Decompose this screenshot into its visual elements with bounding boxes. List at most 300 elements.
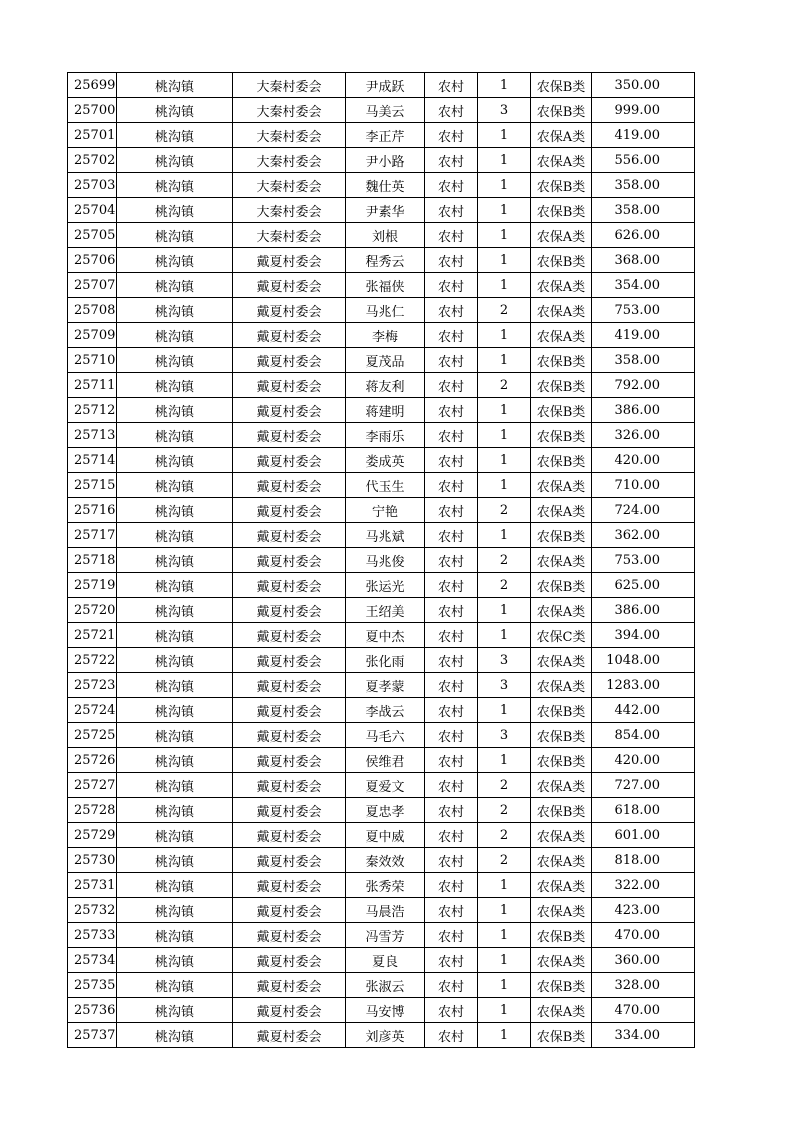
record-id-cell: 25705 bbox=[68, 223, 117, 248]
village-committee-cell: 戴夏村委会 bbox=[233, 898, 346, 923]
amount-cell: 354.00 bbox=[592, 273, 695, 298]
insurance-category-cell: 农保B类 bbox=[531, 573, 592, 598]
insurance-category-cell: 农保B类 bbox=[531, 523, 592, 548]
person-name-cell: 张运光 bbox=[346, 573, 425, 598]
town-cell: 桃沟镇 bbox=[117, 623, 233, 648]
household-count-cell: 1 bbox=[478, 1023, 531, 1048]
amount-cell: 724.00 bbox=[592, 498, 695, 523]
area-type-cell: 农村 bbox=[425, 323, 478, 348]
amount-cell: 626.00 bbox=[592, 223, 695, 248]
insurance-category-cell: 农保B类 bbox=[531, 423, 592, 448]
person-name-cell: 张福侠 bbox=[346, 273, 425, 298]
area-type-cell: 农村 bbox=[425, 798, 478, 823]
table-row bbox=[68, 298, 695, 323]
insurance-category-cell: 农保A类 bbox=[531, 598, 592, 623]
town-cell: 桃沟镇 bbox=[117, 548, 233, 573]
area-type-cell: 农村 bbox=[425, 498, 478, 523]
household-count-cell: 3 bbox=[478, 648, 531, 673]
person-name-cell: 程秀云 bbox=[346, 248, 425, 273]
table-row bbox=[68, 1023, 695, 1048]
household-count-cell: 1 bbox=[478, 223, 531, 248]
amount-cell: 386.00 bbox=[592, 598, 695, 623]
record-id-cell: 25722 bbox=[68, 648, 117, 673]
table-row bbox=[68, 398, 695, 423]
area-type-cell: 农村 bbox=[425, 473, 478, 498]
area-type-cell: 农村 bbox=[425, 73, 478, 98]
amount-cell: 618.00 bbox=[592, 798, 695, 823]
insurance-category-cell: 农保B类 bbox=[531, 723, 592, 748]
insurance-category-cell: 农保A类 bbox=[531, 473, 592, 498]
person-name-cell: 张秀荣 bbox=[346, 873, 425, 898]
person-name-cell: 夏茂品 bbox=[346, 348, 425, 373]
record-id-cell: 25715 bbox=[68, 473, 117, 498]
household-count-cell: 1 bbox=[478, 148, 531, 173]
record-id-cell: 25719 bbox=[68, 573, 117, 598]
village-committee-cell: 戴夏村委会 bbox=[233, 748, 346, 773]
insurance-category-cell: 农保B类 bbox=[531, 348, 592, 373]
amount-cell: 394.00 bbox=[592, 623, 695, 648]
village-committee-cell: 戴夏村委会 bbox=[233, 798, 346, 823]
village-committee-cell: 戴夏村委会 bbox=[233, 348, 346, 373]
area-type-cell: 农村 bbox=[425, 773, 478, 798]
village-committee-cell: 戴夏村委会 bbox=[233, 573, 346, 598]
table-row bbox=[68, 673, 695, 698]
record-id-cell: 25730 bbox=[68, 848, 117, 873]
person-name-cell: 夏良 bbox=[346, 948, 425, 973]
record-id-cell: 25716 bbox=[68, 498, 117, 523]
insurance-category-cell: 农保A类 bbox=[531, 773, 592, 798]
record-id-cell: 25712 bbox=[68, 398, 117, 423]
insurance-category-cell: 农保B类 bbox=[531, 698, 592, 723]
village-committee-cell: 戴夏村委会 bbox=[233, 698, 346, 723]
town-cell: 桃沟镇 bbox=[117, 848, 233, 873]
village-committee-cell: 大秦村委会 bbox=[233, 173, 346, 198]
amount-cell: 358.00 bbox=[592, 173, 695, 198]
village-committee-cell: 戴夏村委会 bbox=[233, 548, 346, 573]
insurance-category-cell: 农保B类 bbox=[531, 923, 592, 948]
table-row bbox=[68, 948, 695, 973]
village-committee-cell: 戴夏村委会 bbox=[233, 298, 346, 323]
town-cell: 桃沟镇 bbox=[117, 398, 233, 423]
town-cell: 桃沟镇 bbox=[117, 273, 233, 298]
person-name-cell: 侯维君 bbox=[346, 748, 425, 773]
area-type-cell: 农村 bbox=[425, 123, 478, 148]
amount-cell: 753.00 bbox=[592, 548, 695, 573]
town-cell: 桃沟镇 bbox=[117, 498, 233, 523]
person-name-cell: 尹小路 bbox=[346, 148, 425, 173]
person-name-cell: 马兆俊 bbox=[346, 548, 425, 573]
amount-cell: 350.00 bbox=[592, 73, 695, 98]
household-count-cell: 1 bbox=[478, 398, 531, 423]
village-committee-cell: 戴夏村委会 bbox=[233, 373, 346, 398]
town-cell: 桃沟镇 bbox=[117, 173, 233, 198]
town-cell: 桃沟镇 bbox=[117, 673, 233, 698]
amount-cell: 753.00 bbox=[592, 298, 695, 323]
town-cell: 桃沟镇 bbox=[117, 348, 233, 373]
area-type-cell: 农村 bbox=[425, 623, 478, 648]
amount-cell: 470.00 bbox=[592, 998, 695, 1023]
record-id-cell: 25709 bbox=[68, 323, 117, 348]
amount-cell: 792.00 bbox=[592, 373, 695, 398]
person-name-cell: 尹成跃 bbox=[346, 73, 425, 98]
area-type-cell: 农村 bbox=[425, 348, 478, 373]
amount-cell: 423.00 bbox=[592, 898, 695, 923]
person-name-cell: 马美云 bbox=[346, 98, 425, 123]
village-committee-cell: 戴夏村委会 bbox=[233, 598, 346, 623]
person-name-cell: 夏中杰 bbox=[346, 623, 425, 648]
area-type-cell: 农村 bbox=[425, 98, 478, 123]
amount-cell: 1048.00 bbox=[592, 648, 695, 673]
person-name-cell: 张化雨 bbox=[346, 648, 425, 673]
village-committee-cell: 戴夏村委会 bbox=[233, 873, 346, 898]
insurance-category-cell: 农保A类 bbox=[531, 948, 592, 973]
record-id-cell: 25707 bbox=[68, 273, 117, 298]
insurance-category-cell: 农保A类 bbox=[531, 548, 592, 573]
area-type-cell: 农村 bbox=[425, 298, 478, 323]
table-row bbox=[68, 373, 695, 398]
town-cell: 桃沟镇 bbox=[117, 873, 233, 898]
town-cell: 桃沟镇 bbox=[117, 448, 233, 473]
amount-cell: 358.00 bbox=[592, 198, 695, 223]
amount-cell: 420.00 bbox=[592, 448, 695, 473]
insurance-category-cell: 农保A类 bbox=[531, 673, 592, 698]
record-id-cell: 25710 bbox=[68, 348, 117, 373]
insurance-category-cell: 农保B类 bbox=[531, 973, 592, 998]
table-row bbox=[68, 248, 695, 273]
record-id-cell: 25708 bbox=[68, 298, 117, 323]
table-row bbox=[68, 523, 695, 548]
record-id-cell: 25729 bbox=[68, 823, 117, 848]
town-cell: 桃沟镇 bbox=[117, 973, 233, 998]
insurance-category-cell: 农保B类 bbox=[531, 448, 592, 473]
amount-cell: 601.00 bbox=[592, 823, 695, 848]
table-row bbox=[68, 598, 695, 623]
village-committee-cell: 戴夏村委会 bbox=[233, 948, 346, 973]
table-row bbox=[68, 123, 695, 148]
person-name-cell: 马兆仁 bbox=[346, 298, 425, 323]
insurance-category-cell: 农保A类 bbox=[531, 898, 592, 923]
person-name-cell: 魏仕英 bbox=[346, 173, 425, 198]
table-row bbox=[68, 648, 695, 673]
area-type-cell: 农村 bbox=[425, 898, 478, 923]
household-count-cell: 1 bbox=[478, 423, 531, 448]
area-type-cell: 农村 bbox=[425, 698, 478, 723]
table-row bbox=[68, 473, 695, 498]
table-row bbox=[68, 323, 695, 348]
household-count-cell: 1 bbox=[478, 598, 531, 623]
town-cell: 桃沟镇 bbox=[117, 598, 233, 623]
person-name-cell: 夏忠孝 bbox=[346, 798, 425, 823]
area-type-cell: 农村 bbox=[425, 548, 478, 573]
town-cell: 桃沟镇 bbox=[117, 373, 233, 398]
record-id-cell: 25699 bbox=[68, 73, 117, 98]
amount-cell: 442.00 bbox=[592, 698, 695, 723]
household-count-cell: 1 bbox=[478, 473, 531, 498]
table-row bbox=[68, 923, 695, 948]
household-count-cell: 1 bbox=[478, 123, 531, 148]
area-type-cell: 农村 bbox=[425, 973, 478, 998]
person-name-cell: 夏中威 bbox=[346, 823, 425, 848]
town-cell: 桃沟镇 bbox=[117, 323, 233, 348]
table-row bbox=[68, 173, 695, 198]
town-cell: 桃沟镇 bbox=[117, 123, 233, 148]
town-cell: 桃沟镇 bbox=[117, 148, 233, 173]
village-committee-cell: 戴夏村委会 bbox=[233, 923, 346, 948]
table-row bbox=[68, 898, 695, 923]
person-name-cell: 刘根 bbox=[346, 223, 425, 248]
table-row bbox=[68, 973, 695, 998]
amount-cell: 556.00 bbox=[592, 148, 695, 173]
area-type-cell: 农村 bbox=[425, 273, 478, 298]
insurance-category-cell: 农保B类 bbox=[531, 1023, 592, 1048]
table-row bbox=[68, 223, 695, 248]
area-type-cell: 农村 bbox=[425, 723, 478, 748]
amount-cell: 358.00 bbox=[592, 348, 695, 373]
person-name-cell: 夏爱文 bbox=[346, 773, 425, 798]
record-id-cell: 25731 bbox=[68, 873, 117, 898]
insurance-category-cell: 农保A类 bbox=[531, 848, 592, 873]
record-id-cell: 25714 bbox=[68, 448, 117, 473]
amount-cell: 1283.00 bbox=[592, 673, 695, 698]
household-count-cell: 2 bbox=[478, 573, 531, 598]
amount-cell: 419.00 bbox=[592, 323, 695, 348]
table-row bbox=[68, 548, 695, 573]
village-committee-cell: 大秦村委会 bbox=[233, 73, 346, 98]
village-committee-cell: 大秦村委会 bbox=[233, 223, 346, 248]
table-row bbox=[68, 98, 695, 123]
insurance-category-cell: 农保A类 bbox=[531, 323, 592, 348]
household-count-cell: 1 bbox=[478, 323, 531, 348]
household-count-cell: 1 bbox=[478, 198, 531, 223]
table-row bbox=[68, 448, 695, 473]
village-committee-cell: 戴夏村委会 bbox=[233, 423, 346, 448]
person-name-cell: 张淑云 bbox=[346, 973, 425, 998]
person-name-cell: 马晨浩 bbox=[346, 898, 425, 923]
table-row bbox=[68, 573, 695, 598]
record-id-cell: 25721 bbox=[68, 623, 117, 648]
area-type-cell: 农村 bbox=[425, 148, 478, 173]
person-name-cell: 刘彦英 bbox=[346, 1023, 425, 1048]
household-count-cell: 3 bbox=[478, 98, 531, 123]
record-id-cell: 25733 bbox=[68, 923, 117, 948]
record-id-cell: 25717 bbox=[68, 523, 117, 548]
person-name-cell: 马毛六 bbox=[346, 723, 425, 748]
village-committee-cell: 戴夏村委会 bbox=[233, 498, 346, 523]
insurance-category-cell: 农保A类 bbox=[531, 498, 592, 523]
village-committee-cell: 戴夏村委会 bbox=[233, 648, 346, 673]
record-id-cell: 25732 bbox=[68, 898, 117, 923]
household-count-cell: 1 bbox=[478, 998, 531, 1023]
village-committee-cell: 戴夏村委会 bbox=[233, 398, 346, 423]
amount-cell: 419.00 bbox=[592, 123, 695, 148]
table-row bbox=[68, 423, 695, 448]
amount-cell: 818.00 bbox=[592, 848, 695, 873]
household-count-cell: 2 bbox=[478, 798, 531, 823]
person-name-cell: 马兆斌 bbox=[346, 523, 425, 548]
area-type-cell: 农村 bbox=[425, 448, 478, 473]
village-committee-cell: 戴夏村委会 bbox=[233, 523, 346, 548]
table-row bbox=[68, 848, 695, 873]
record-id-cell: 25736 bbox=[68, 998, 117, 1023]
area-type-cell: 农村 bbox=[425, 823, 478, 848]
record-id-cell: 25734 bbox=[68, 948, 117, 973]
insurance-category-cell: 农保A类 bbox=[531, 648, 592, 673]
household-count-cell: 1 bbox=[478, 248, 531, 273]
amount-cell: 727.00 bbox=[592, 773, 695, 798]
household-count-cell: 1 bbox=[478, 448, 531, 473]
insurance-category-cell: 农保B类 bbox=[531, 173, 592, 198]
person-name-cell: 王绍美 bbox=[346, 598, 425, 623]
table-body bbox=[68, 73, 695, 1048]
table-row bbox=[68, 798, 695, 823]
person-name-cell: 秦效效 bbox=[346, 848, 425, 873]
household-count-cell: 1 bbox=[478, 348, 531, 373]
amount-cell: 999.00 bbox=[592, 98, 695, 123]
area-type-cell: 农村 bbox=[425, 648, 478, 673]
insurance-category-cell: 农保B类 bbox=[531, 248, 592, 273]
insurance-category-cell: 农保B类 bbox=[531, 198, 592, 223]
insurance-category-cell: 农保C类 bbox=[531, 623, 592, 648]
household-count-cell: 2 bbox=[478, 773, 531, 798]
record-id-cell: 25725 bbox=[68, 723, 117, 748]
town-cell: 桃沟镇 bbox=[117, 198, 233, 223]
table-row bbox=[68, 823, 695, 848]
household-count-cell: 1 bbox=[478, 273, 531, 298]
town-cell: 桃沟镇 bbox=[117, 723, 233, 748]
insurance-category-cell: 农保A类 bbox=[531, 123, 592, 148]
area-type-cell: 农村 bbox=[425, 173, 478, 198]
record-id-cell: 25711 bbox=[68, 373, 117, 398]
household-count-cell: 1 bbox=[478, 748, 531, 773]
record-id-cell: 25703 bbox=[68, 173, 117, 198]
area-type-cell: 农村 bbox=[425, 598, 478, 623]
person-name-cell: 李雨乐 bbox=[346, 423, 425, 448]
town-cell: 桃沟镇 bbox=[117, 748, 233, 773]
table-row bbox=[68, 623, 695, 648]
area-type-cell: 农村 bbox=[425, 873, 478, 898]
amount-cell: 362.00 bbox=[592, 523, 695, 548]
insurance-category-cell: 农保A类 bbox=[531, 298, 592, 323]
town-cell: 桃沟镇 bbox=[117, 1023, 233, 1048]
town-cell: 桃沟镇 bbox=[117, 523, 233, 548]
amount-cell: 368.00 bbox=[592, 248, 695, 273]
town-cell: 桃沟镇 bbox=[117, 573, 233, 598]
table-row bbox=[68, 273, 695, 298]
table-row bbox=[68, 873, 695, 898]
amount-cell: 360.00 bbox=[592, 948, 695, 973]
person-name-cell: 蒋友利 bbox=[346, 373, 425, 398]
household-count-cell: 2 bbox=[478, 298, 531, 323]
town-cell: 桃沟镇 bbox=[117, 773, 233, 798]
village-committee-cell: 大秦村委会 bbox=[233, 123, 346, 148]
amount-cell: 386.00 bbox=[592, 398, 695, 423]
record-id-cell: 25724 bbox=[68, 698, 117, 723]
area-type-cell: 农村 bbox=[425, 223, 478, 248]
table-row bbox=[68, 198, 695, 223]
town-cell: 桃沟镇 bbox=[117, 898, 233, 923]
insurance-category-cell: 农保B类 bbox=[531, 73, 592, 98]
town-cell: 桃沟镇 bbox=[117, 648, 233, 673]
amount-cell: 854.00 bbox=[592, 723, 695, 748]
town-cell: 桃沟镇 bbox=[117, 298, 233, 323]
record-id-cell: 25735 bbox=[68, 973, 117, 998]
village-committee-cell: 戴夏村委会 bbox=[233, 273, 346, 298]
table-row bbox=[68, 148, 695, 173]
area-type-cell: 农村 bbox=[425, 1023, 478, 1048]
area-type-cell: 农村 bbox=[425, 573, 478, 598]
record-id-cell: 25713 bbox=[68, 423, 117, 448]
insurance-category-cell: 农保B类 bbox=[531, 798, 592, 823]
record-id-cell: 25727 bbox=[68, 773, 117, 798]
insurance-category-cell: 农保A类 bbox=[531, 273, 592, 298]
insurance-category-cell: 农保A类 bbox=[531, 823, 592, 848]
records-table-container bbox=[67, 72, 694, 1048]
record-id-cell: 25718 bbox=[68, 548, 117, 573]
person-name-cell: 冯雪芳 bbox=[346, 923, 425, 948]
household-count-cell: 3 bbox=[478, 723, 531, 748]
insurance-category-cell: 农保A类 bbox=[531, 873, 592, 898]
person-name-cell: 李梅 bbox=[346, 323, 425, 348]
person-name-cell: 代玉生 bbox=[346, 473, 425, 498]
village-committee-cell: 大秦村委会 bbox=[233, 198, 346, 223]
record-id-cell: 25728 bbox=[68, 798, 117, 823]
area-type-cell: 农村 bbox=[425, 423, 478, 448]
household-count-cell: 2 bbox=[478, 548, 531, 573]
insurance-category-cell: 农保A类 bbox=[531, 148, 592, 173]
household-count-cell: 1 bbox=[478, 623, 531, 648]
household-count-cell: 1 bbox=[478, 898, 531, 923]
area-type-cell: 农村 bbox=[425, 848, 478, 873]
area-type-cell: 农村 bbox=[425, 673, 478, 698]
amount-cell: 420.00 bbox=[592, 748, 695, 773]
insurance-category-cell: 农保B类 bbox=[531, 373, 592, 398]
village-committee-cell: 戴夏村委会 bbox=[233, 473, 346, 498]
record-id-cell: 25704 bbox=[68, 198, 117, 223]
area-type-cell: 农村 bbox=[425, 373, 478, 398]
household-count-cell: 1 bbox=[478, 948, 531, 973]
person-name-cell: 娄成英 bbox=[346, 448, 425, 473]
area-type-cell: 农村 bbox=[425, 948, 478, 973]
area-type-cell: 农村 bbox=[425, 523, 478, 548]
town-cell: 桃沟镇 bbox=[117, 223, 233, 248]
household-count-cell: 3 bbox=[478, 673, 531, 698]
town-cell: 桃沟镇 bbox=[117, 948, 233, 973]
village-committee-cell: 戴夏村委会 bbox=[233, 723, 346, 748]
record-id-cell: 25720 bbox=[68, 598, 117, 623]
village-committee-cell: 戴夏村委会 bbox=[233, 623, 346, 648]
insurance-category-cell: 农保A类 bbox=[531, 223, 592, 248]
record-id-cell: 25706 bbox=[68, 248, 117, 273]
table-row bbox=[68, 773, 695, 798]
record-id-cell: 25702 bbox=[68, 148, 117, 173]
area-type-cell: 农村 bbox=[425, 748, 478, 773]
village-committee-cell: 戴夏村委会 bbox=[233, 323, 346, 348]
village-committee-cell: 戴夏村委会 bbox=[233, 973, 346, 998]
record-id-cell: 25700 bbox=[68, 98, 117, 123]
town-cell: 桃沟镇 bbox=[117, 473, 233, 498]
amount-cell: 322.00 bbox=[592, 873, 695, 898]
town-cell: 桃沟镇 bbox=[117, 798, 233, 823]
area-type-cell: 农村 bbox=[425, 198, 478, 223]
person-name-cell: 李正芹 bbox=[346, 123, 425, 148]
table-row bbox=[68, 348, 695, 373]
town-cell: 桃沟镇 bbox=[117, 423, 233, 448]
amount-cell: 334.00 bbox=[592, 1023, 695, 1048]
household-count-cell: 2 bbox=[478, 823, 531, 848]
town-cell: 桃沟镇 bbox=[117, 698, 233, 723]
household-count-cell: 1 bbox=[478, 73, 531, 98]
village-committee-cell: 大秦村委会 bbox=[233, 148, 346, 173]
